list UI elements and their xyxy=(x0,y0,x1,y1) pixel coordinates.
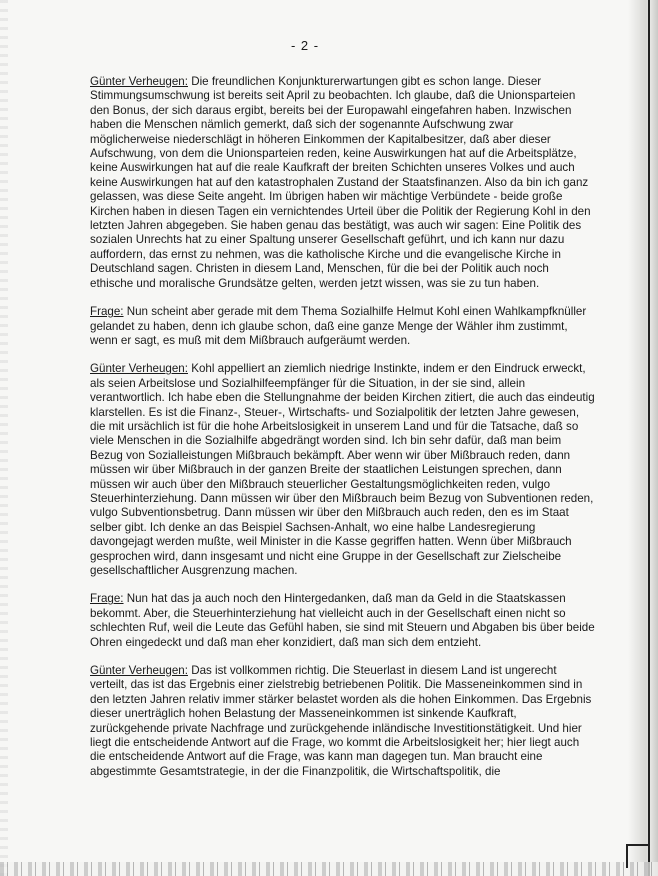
paragraph-text: Das ist vollkommen richtig. Die Steuerlast in diesem Land ist ungerecht verteilt, das ist das Ergebnis einer zielstrebig betriebenen Politik. Die Masseneinkommen sind in den letzten Jahren relativ immer stärker belastet worden als die hohen Einkommen. Das Ergebnis dieser unerträglich hohen Belastung der Masseneinkommen ist sinkende Kaufkraft, zurückgehende private Nachfrage und zurückgehende inländische Investitionstätigkeit. Und hier liegt die entscheidende Antwort auf die Frage, wo kommt die Arbeitslosigkeit her; hier liegt auch die entscheidende Antwort auf die Frage, was kann man dagegen tun. Man braucht eine abgestimmte Gesamtstrategie, in der die Finanzpolitik, die Wirtschaftspolitik, die xyxy=(90,664,592,778)
speaker-label: Günter Verheugen: xyxy=(90,664,188,678)
paragraph-2 xyxy=(90,305,595,348)
scan-edge-left xyxy=(0,0,8,876)
speaker-label: Frage: xyxy=(90,592,124,606)
scan-edge-bottom xyxy=(0,862,658,876)
paragraph-3 xyxy=(90,362,595,578)
page-number: - 2 - xyxy=(290,38,320,53)
paragraph-4 xyxy=(90,592,595,650)
paragraph-5 xyxy=(90,664,595,779)
paragraph-text: Die freundlichen Konjunkturerwartungen gibt es schon lange. Dieser Stimmungsumschwung ist bereits seit April zu beobachten. Ich glaube, daß die Unionsparteien den Bonus, der sich daraus ergibt, bereits bei der Europawahl eingefahren haben. Inzwischen haben die Menschen nämlich gemerkt, daß sich der sogenannte Aufschwung zwar möglicherweise niederschlägt in höheren Einkommen der Kapitalbesitzer, daß aber dieser Aufschwung, von dem die Unionsparteien reden, keine Auswirkungen hat auf die Arbeitsplätze, keine Auswirkungen hat auf die reale Kaufkraft der breiten Schichten unseres Volkes und auch keine Auswirkungen hat auf den katastrophalen Zustand der Staatsfinanzen. Also da bin ich ganz gelassen, was diese Seite angeht. Im übrigen haben wir mächtige Verbündete - beide große Kirchen haben in diesen Tagen ein vernichtendes Urteil über die Politik der Regierung Kohl in den letzten Jahren abgegeben. Sie haben genau das bestätigt, was auch wir sagen: Eine Politik des sozialen Unrechts hat zu einer Spaltung unserer Gesellschaft geführt, und ich kann nur dazu auffordern, das ernst zu nehmen, was die katholische Kirche und die evangelische Kirche in Deutschland sagen. Christen in diesem Land, Menschen, für die bei der Politik auch noch ethische und moralische Grundsätze gelten, werden jetzt wissen, was sie zu tun haben. xyxy=(90,75,591,290)
scan-corner-mark xyxy=(626,844,650,868)
speaker-label: Günter Verheugen: xyxy=(90,362,188,376)
interview-text xyxy=(90,75,595,793)
paragraph-text: Kohl appelliert an ziemlich niedrige Instinkte, indem er den Eindruck erweckt, als seien Arbeitslose und Sozialhilfeempfänger für die Situation, in der sie sind, allein verantwortlich. Ich habe eben die Stellungnahme der beiden Kirchen zitiert, die auch das eindeutig klarstellen. Es ist die Finanz-, Steuer-, Wirtschafts- und Sozialpolitik der letzten Jahre gewesen, die mit ursächlich ist für die hohe Arbeitslosigkeit in unserem Land und für die Tatsache, daß so viele Menschen in die Sozialhilfe abgedrängt worden sind. Ich bin sehr dafür, daß man beim Bezug von Sozialleistungen Mißbrauch bekämpft. Aber wenn wir über Mißbrauch reden, dann müssen wir über Mißbrauch in der ganzen Breite der staatlichen Leistungen sprechen, dann müssen wir auch über den Mißbrauch steuerlicher Gestaltungsmöglichkeiten reden, vulgo Steuerhinterziehung. Dann müssen wir über den Mißbrauch beim Bezug von Subventionen reden, vulgo Subventionsbetrug. Dann müssen wir über den Mißbrauch auch reden, den es im Staat selber gibt. Ich denke an das Beispiel Sachsen-Anhalt, wo eine halbe Landesregierung davongejagt werden mußte, weil Minister in die Kasse gegriffen hatten. Wenn über Mißbrauch gesprochen wird, dann insgesamt und nicht eine Gruppe in der Gesellschaft zur Zielscheibe gesellschaftlicher Ausgrenzung machen. xyxy=(90,362,595,577)
paragraph-text: Nun scheint aber gerade mit dem Thema Sozialhilfe Helmut Kohl einen Wahlkampfknüller gelandet zu haben, denn ich glaube schon, daß eine ganze Menge der Wähler ihm zustimmt, wenn er sagt, es muß mit dem Mißbrauch aufgeräumt werden. xyxy=(90,305,587,347)
scan-edge-right xyxy=(628,0,658,876)
paragraph-1 xyxy=(90,75,595,291)
speaker-label: Günter Verheugen: xyxy=(90,75,188,88)
paragraph-text: Nun hat das ja auch noch den Hintergedanken, daß man da Geld in die Staatskassen bekommt. Aber, die Steuerhinterziehung hat vielleicht auch in der Gesellschaft einen nicht so schlechten Ruf, weil die Leute das Gefühl haben, sie sind mit Steuern und Abgaben bis über beide Ohren eingedeckt und daß man eher konzidiert, daß man sich dem entzieht. xyxy=(90,592,595,649)
speaker-label: Frage: xyxy=(90,305,124,319)
